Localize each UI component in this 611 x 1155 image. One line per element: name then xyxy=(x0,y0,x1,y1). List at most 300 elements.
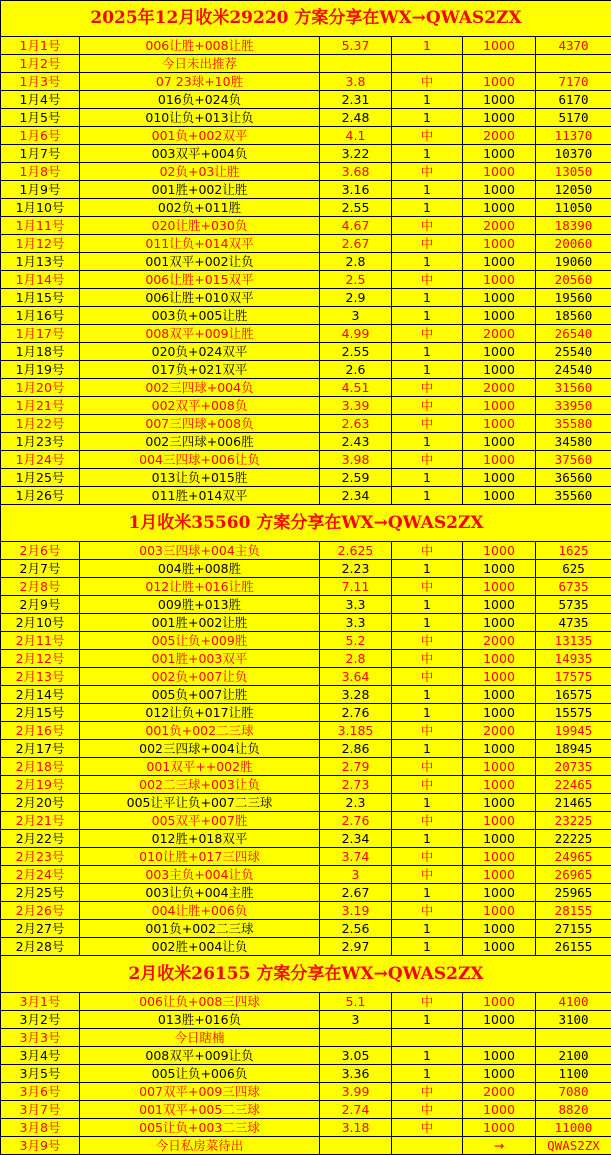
date-cell: 2月6号 xyxy=(1,542,80,560)
stake-cell: 1000 xyxy=(463,1047,536,1065)
odds-cell xyxy=(320,1029,392,1047)
table-row xyxy=(1,1011,611,1029)
balance-cell: 13135 xyxy=(536,632,611,650)
january-summary xyxy=(1,505,611,542)
table-row xyxy=(1,596,611,614)
result-cell: 中 xyxy=(392,379,463,397)
odds-cell: 2.625 xyxy=(320,542,392,560)
match-cell: 001双平+002让负 xyxy=(80,253,320,271)
stake-cell: 1000 xyxy=(463,487,536,505)
odds-cell: 3.98 xyxy=(320,451,392,469)
balance-cell: 24540 xyxy=(536,361,611,379)
match-cell: 002胜+004让负 xyxy=(80,938,320,956)
balance-cell: 36560 xyxy=(536,469,611,487)
date-cell: 2月10号 xyxy=(1,614,80,632)
odds-cell: 2.6 xyxy=(320,361,392,379)
result-cell: 中 xyxy=(392,325,463,343)
date-cell: 3月8号 xyxy=(1,1119,80,1137)
odds-cell: 2.31 xyxy=(320,91,392,109)
result-cell: 1 xyxy=(392,704,463,722)
stake-cell: 1000 xyxy=(463,307,536,325)
result-cell: 1 xyxy=(392,487,463,505)
table-row xyxy=(1,1065,611,1083)
stake-cell: 1000 xyxy=(463,542,536,560)
result-cell: 1 xyxy=(392,91,463,109)
odds-cell: 5.1 xyxy=(320,993,392,1011)
odds-cell: 7.11 xyxy=(320,578,392,596)
date-cell: 1月2号 xyxy=(1,55,80,73)
balance-cell: 8820 xyxy=(536,1101,611,1119)
date-cell: 2月26号 xyxy=(1,902,80,920)
match-cell: 001双平++002胜 xyxy=(80,758,320,776)
date-cell: 1月4号 xyxy=(1,91,80,109)
stake-cell: 1000 xyxy=(463,650,536,668)
match-cell: 011让负+014双平 xyxy=(80,235,320,253)
stake-cell: 1000 xyxy=(463,848,536,866)
balance-cell: 18945 xyxy=(536,740,611,758)
date-cell: 2月12号 xyxy=(1,650,80,668)
stake-cell: 1000 xyxy=(463,469,536,487)
table-row xyxy=(1,343,611,361)
table-row xyxy=(1,614,611,632)
balance-cell: 11000 xyxy=(536,1119,611,1137)
match-cell: 005让负+006负 xyxy=(80,1065,320,1083)
table-row xyxy=(1,91,611,109)
balance-cell: 21465 xyxy=(536,794,611,812)
odds-cell: 4.1 xyxy=(320,127,392,145)
stake-cell: 1000 xyxy=(463,361,536,379)
balance-cell: 2100 xyxy=(536,1047,611,1065)
stake-cell: 1000 xyxy=(463,397,536,415)
date-cell: 2月24号 xyxy=(1,866,80,884)
odds-cell: 3.8 xyxy=(320,73,392,91)
result-cell: 中 xyxy=(392,722,463,740)
stake-cell xyxy=(463,55,536,73)
balance-cell: 26155 xyxy=(536,938,611,956)
balance-cell: 22225 xyxy=(536,830,611,848)
result-cell: 中 xyxy=(392,271,463,289)
stake-cell: 2000 xyxy=(463,127,536,145)
odds-cell: 2.63 xyxy=(320,415,392,433)
table-row xyxy=(1,451,611,469)
odds-cell: 2.56 xyxy=(320,920,392,938)
stake-cell: 1000 xyxy=(463,415,536,433)
date-cell: 2月17号 xyxy=(1,740,80,758)
date-cell: 1月1号 xyxy=(1,37,80,55)
balance-cell: 7080 xyxy=(536,1083,611,1101)
result-cell: 中 xyxy=(392,415,463,433)
stake-cell: 1000 xyxy=(463,343,536,361)
stake-cell: 1000 xyxy=(463,451,536,469)
table-row xyxy=(1,379,611,397)
table-row xyxy=(1,812,611,830)
table-row xyxy=(1,289,611,307)
odds-cell: 2.86 xyxy=(320,740,392,758)
date-cell: 3月5号 xyxy=(1,1065,80,1083)
table-row xyxy=(1,794,611,812)
balance-cell: 14935 xyxy=(536,650,611,668)
match-cell: 013让负+015胜 xyxy=(80,469,320,487)
result-cell: 1 xyxy=(392,145,463,163)
match-cell: 02负+03让胜 xyxy=(80,163,320,181)
stake-cell: 1000 xyxy=(463,902,536,920)
stake-cell: 1000 xyxy=(463,920,536,938)
result-cell: 1 xyxy=(392,560,463,578)
stake-cell: 1000 xyxy=(463,578,536,596)
table-row xyxy=(1,415,611,433)
stake-cell: 1000 xyxy=(463,938,536,956)
match-cell: 004胜+008胜 xyxy=(80,560,320,578)
result-cell: 1 xyxy=(392,794,463,812)
stake-cell: 1000 xyxy=(463,866,536,884)
stake-cell: 1000 xyxy=(463,289,536,307)
table-row xyxy=(1,993,611,1011)
match-cell: 07 23球+10胜 xyxy=(80,73,320,91)
stake-cell: 2000 xyxy=(463,379,536,397)
balance-cell: 7170 xyxy=(536,73,611,91)
date-cell: 1月6号 xyxy=(1,127,80,145)
match-cell: 002三四球+004负 xyxy=(80,379,320,397)
table-row xyxy=(1,1029,611,1047)
date-cell: 2月11号 xyxy=(1,632,80,650)
match-cell: 003负+005让胜 xyxy=(80,307,320,325)
table-row xyxy=(1,830,611,848)
balance-cell: 13050 xyxy=(536,163,611,181)
match-cell: 005让平让负+007二三球 xyxy=(80,794,320,812)
match-cell: 020负+024双平 xyxy=(80,343,320,361)
result-cell xyxy=(392,1137,463,1155)
result-cell: 中 xyxy=(392,902,463,920)
stake-cell: 1000 xyxy=(463,993,536,1011)
balance-cell: 1100 xyxy=(536,1065,611,1083)
result-cell xyxy=(392,55,463,73)
balance-cell: 6735 xyxy=(536,578,611,596)
stake-cell: 1000 xyxy=(463,199,536,217)
odds-cell: 2.3 xyxy=(320,794,392,812)
table-row xyxy=(1,542,611,560)
match-cell: 002三四球+004让负 xyxy=(80,740,320,758)
odds-cell: 3.05 xyxy=(320,1047,392,1065)
stake-cell: 1000 xyxy=(463,830,536,848)
table-row xyxy=(1,884,611,902)
table-row xyxy=(1,632,611,650)
balance-cell: 3100 xyxy=(536,1011,611,1029)
date-cell: 2月9号 xyxy=(1,596,80,614)
stake-cell: 1000 xyxy=(463,560,536,578)
match-cell: 004三四球+006让负 xyxy=(80,451,320,469)
table-row xyxy=(1,253,611,271)
table-row xyxy=(1,1137,611,1155)
balance-cell: 23225 xyxy=(536,812,611,830)
stake-cell: → xyxy=(463,1137,536,1155)
stake-cell: 1000 xyxy=(463,109,536,127)
date-cell: 1月19号 xyxy=(1,361,80,379)
match-cell: 002负+007让负 xyxy=(80,668,320,686)
result-cell: 中 xyxy=(392,866,463,884)
odds-cell: 3.22 xyxy=(320,145,392,163)
result-cell: 1 xyxy=(392,614,463,632)
odds-cell: 3.3 xyxy=(320,614,392,632)
odds-cell: 3.16 xyxy=(320,181,392,199)
table-row xyxy=(1,740,611,758)
odds-cell: 2.55 xyxy=(320,343,392,361)
stake-cell: 1000 xyxy=(463,668,536,686)
balance-cell: 25540 xyxy=(536,343,611,361)
result-cell: 1 xyxy=(392,596,463,614)
stake-cell: 1000 xyxy=(463,614,536,632)
match-cell: 005让负+003二三球 xyxy=(80,1119,320,1137)
date-cell: 3月1号 xyxy=(1,993,80,1011)
balance-cell: 6170 xyxy=(536,91,611,109)
result-cell: 1 xyxy=(392,181,463,199)
balance-cell: 19945 xyxy=(536,722,611,740)
odds-cell: 2.79 xyxy=(320,758,392,776)
result-cell: 1 xyxy=(392,361,463,379)
balance-cell: 31560 xyxy=(536,379,611,397)
stake-cell: 1000 xyxy=(463,1119,536,1137)
balance-cell: 16575 xyxy=(536,686,611,704)
match-cell: 012胜+018双平 xyxy=(80,830,320,848)
date-cell: 2月21号 xyxy=(1,812,80,830)
date-cell: 3月4号 xyxy=(1,1047,80,1065)
table-row xyxy=(1,776,611,794)
match-cell: 001负+002二三球 xyxy=(80,722,320,740)
stake-cell: 1000 xyxy=(463,686,536,704)
december-summary-title: 2025年12月收米29220 方案分享在WX→QWAS2ZX xyxy=(1,1,611,37)
match-cell: 001胜+002让胜 xyxy=(80,614,320,632)
stake-cell: 1000 xyxy=(463,812,536,830)
result-cell xyxy=(392,1029,463,1047)
odds-cell: 5.2 xyxy=(320,632,392,650)
balance-cell: 35560 xyxy=(536,487,611,505)
odds-cell: 3.185 xyxy=(320,722,392,740)
date-cell: 1月10号 xyxy=(1,199,80,217)
date-cell: 2月23号 xyxy=(1,848,80,866)
table-row xyxy=(1,235,611,253)
stake-cell: 1000 xyxy=(463,73,536,91)
table-row xyxy=(1,866,611,884)
january-summary-title: 1月收米35560 方案分享在WX→QWAS2ZX xyxy=(1,505,611,542)
date-cell: 1月13号 xyxy=(1,253,80,271)
balance-cell: 35580 xyxy=(536,415,611,433)
balance-cell: QWAS2ZX xyxy=(536,1137,611,1155)
date-cell: 2月8号 xyxy=(1,578,80,596)
odds-cell: 3.18 xyxy=(320,1119,392,1137)
stake-cell: 2000 xyxy=(463,632,536,650)
december-section xyxy=(1,1,611,37)
odds-cell: 2.76 xyxy=(320,812,392,830)
stake-cell: 1000 xyxy=(463,740,536,758)
table-row xyxy=(1,848,611,866)
odds-cell: 3.19 xyxy=(320,902,392,920)
match-cell: 002三四球+006胜 xyxy=(80,433,320,451)
february-summary xyxy=(1,956,611,993)
table-row xyxy=(1,902,611,920)
date-cell: 1月23号 xyxy=(1,433,80,451)
stake-cell: 1000 xyxy=(463,163,536,181)
result-cell: 1 xyxy=(392,884,463,902)
result-cell: 1 xyxy=(392,199,463,217)
date-cell: 1月22号 xyxy=(1,415,80,433)
match-cell: 007双平+009三四球 xyxy=(80,1083,320,1101)
match-cell: 010让负+013让负 xyxy=(80,109,320,127)
stake-cell: 1000 xyxy=(463,1011,536,1029)
table-row xyxy=(1,668,611,686)
odds-cell: 2.23 xyxy=(320,560,392,578)
odds-cell: 2.59 xyxy=(320,469,392,487)
stake-cell: 1000 xyxy=(463,145,536,163)
date-cell: 2月27号 xyxy=(1,920,80,938)
date-cell: 2月18号 xyxy=(1,758,80,776)
result-cell: 中 xyxy=(392,776,463,794)
date-cell: 2月20号 xyxy=(1,794,80,812)
section-title-row xyxy=(1,505,611,542)
odds-cell: 3 xyxy=(320,1011,392,1029)
table-row xyxy=(1,199,611,217)
result-cell: 中 xyxy=(392,668,463,686)
date-cell: 2月28号 xyxy=(1,938,80,956)
match-cell: 016负+024负 xyxy=(80,91,320,109)
date-cell: 1月3号 xyxy=(1,73,80,91)
stake-cell: 1000 xyxy=(463,235,536,253)
odds-cell: 4.67 xyxy=(320,217,392,235)
result-cell: 中 xyxy=(392,1083,463,1101)
date-cell: 1月5号 xyxy=(1,109,80,127)
match-cell: 013胜+016负 xyxy=(80,1011,320,1029)
match-cell: 017负+021双平 xyxy=(80,361,320,379)
table-row xyxy=(1,325,611,343)
result-cell: 中 xyxy=(392,632,463,650)
odds-cell: 3.64 xyxy=(320,668,392,686)
balance-cell: 4100 xyxy=(536,993,611,1011)
result-cell: 1 xyxy=(392,109,463,127)
table-row xyxy=(1,722,611,740)
result-cell: 中 xyxy=(392,542,463,560)
odds-cell: 3.74 xyxy=(320,848,392,866)
balance-cell: 15575 xyxy=(536,704,611,722)
stake-cell: 1000 xyxy=(463,1101,536,1119)
date-cell: 1月20号 xyxy=(1,379,80,397)
result-cell: 中 xyxy=(392,848,463,866)
result-cell: 1 xyxy=(392,307,463,325)
result-cell: 1 xyxy=(392,253,463,271)
result-cell: 中 xyxy=(392,993,463,1011)
date-cell: 1月26号 xyxy=(1,487,80,505)
balance-cell: 26540 xyxy=(536,325,611,343)
balance-cell: 5735 xyxy=(536,596,611,614)
february-rows xyxy=(1,542,611,956)
balance-cell: 12050 xyxy=(536,181,611,199)
table-row xyxy=(1,73,611,91)
stake-cell: 1000 xyxy=(463,1065,536,1083)
date-cell: 2月19号 xyxy=(1,776,80,794)
date-cell: 1月17号 xyxy=(1,325,80,343)
table-row xyxy=(1,217,611,235)
odds-cell: 3.99 xyxy=(320,1083,392,1101)
table-row xyxy=(1,1083,611,1101)
balance-cell: 1625 xyxy=(536,542,611,560)
match-cell: 006让负+008三四球 xyxy=(80,993,320,1011)
match-cell: 001胜+003双平 xyxy=(80,650,320,668)
table-row xyxy=(1,920,611,938)
result-cell: 1 xyxy=(392,469,463,487)
date-cell: 1月25号 xyxy=(1,469,80,487)
balance-cell: 10370 xyxy=(536,145,611,163)
table-row xyxy=(1,397,611,415)
table-row xyxy=(1,704,611,722)
balance-cell: 11370 xyxy=(536,127,611,145)
date-cell: 2月13号 xyxy=(1,668,80,686)
odds-cell: 5.37 xyxy=(320,37,392,55)
balance-cell: 5170 xyxy=(536,109,611,127)
match-cell: 002二三球+003让负 xyxy=(80,776,320,794)
match-cell: 003让负+004主胜 xyxy=(80,884,320,902)
odds-cell: 2.8 xyxy=(320,650,392,668)
result-cell: 1 xyxy=(392,289,463,307)
odds-cell: 2.67 xyxy=(320,235,392,253)
match-cell: 003双平+004负 xyxy=(80,145,320,163)
match-cell: 006让胜+010双平 xyxy=(80,289,320,307)
odds-cell xyxy=(320,55,392,73)
table-row xyxy=(1,938,611,956)
balance-cell: 34580 xyxy=(536,433,611,451)
table-row xyxy=(1,758,611,776)
date-cell: 1月21号 xyxy=(1,397,80,415)
balance-cell: 25965 xyxy=(536,884,611,902)
stake-cell: 1000 xyxy=(463,776,536,794)
result-cell: 1 xyxy=(392,433,463,451)
match-cell: 今日未出推荐 xyxy=(80,55,320,73)
result-cell: 中 xyxy=(392,397,463,415)
date-cell: 2月14号 xyxy=(1,686,80,704)
date-cell: 1月8号 xyxy=(1,163,80,181)
table-row xyxy=(1,127,611,145)
match-cell: 005让负+009胜 xyxy=(80,632,320,650)
match-cell: 001负+002双平 xyxy=(80,127,320,145)
balance-cell: 26965 xyxy=(536,866,611,884)
result-cell: 中 xyxy=(392,650,463,668)
table-row xyxy=(1,560,611,578)
match-cell: 002负+011胜 xyxy=(80,199,320,217)
result-cell: 中 xyxy=(392,812,463,830)
stake-cell: 2000 xyxy=(463,722,536,740)
result-cell: 1 xyxy=(392,1011,463,1029)
stake-cell: 1000 xyxy=(463,596,536,614)
match-cell: 007三四球+008负 xyxy=(80,415,320,433)
result-cell: 中 xyxy=(392,1119,463,1137)
balance-cell: 4735 xyxy=(536,614,611,632)
table-row xyxy=(1,578,611,596)
odds-cell xyxy=(320,1137,392,1155)
result-cell: 1 xyxy=(392,686,463,704)
table-row xyxy=(1,1101,611,1119)
table-row xyxy=(1,163,611,181)
table-row xyxy=(1,145,611,163)
table-row xyxy=(1,271,611,289)
table-row xyxy=(1,1047,611,1065)
match-cell: 003三四球+004主负 xyxy=(80,542,320,560)
match-cell: 008双平+009让负 xyxy=(80,1047,320,1065)
odds-cell: 3 xyxy=(320,866,392,884)
table-row xyxy=(1,1119,611,1137)
odds-cell: 2.48 xyxy=(320,109,392,127)
result-cell: 1 xyxy=(392,938,463,956)
match-cell: 005负+007让胜 xyxy=(80,686,320,704)
odds-cell: 2.74 xyxy=(320,1101,392,1119)
match-cell: 012让负+017让胜 xyxy=(80,704,320,722)
date-cell: 3月7号 xyxy=(1,1101,80,1119)
result-cell: 1 xyxy=(392,740,463,758)
